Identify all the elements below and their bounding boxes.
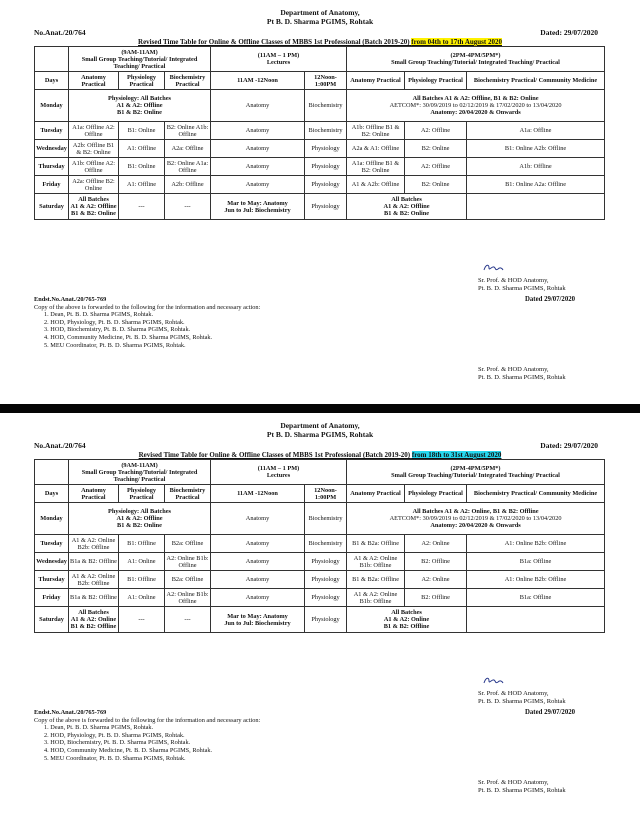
table-row <box>35 589 605 607</box>
copy-note: Copy of the above is forwarded to the following for the information and necessary action: <box>34 303 261 311</box>
signature-mark <box>482 675 504 687</box>
cell-anatomy: B1a & B2: Offline <box>69 553 119 571</box>
endorsement-block <box>34 709 260 762</box>
notice-date: Dated: 29/07/2020 <box>540 28 598 37</box>
day-cell: Thursday <box>35 571 69 589</box>
signatory-block <box>478 277 566 293</box>
cell-anatomy: A2b: Offline B1 & B2: Online <box>69 140 119 158</box>
cell-biochemistry: B2: Online A1b: Offline <box>165 122 211 140</box>
cell-physiology-pm: A2: Online <box>405 535 467 553</box>
day-cell: Tuesday <box>35 122 69 140</box>
saturday-anatomy: All Batches A1 & A2: Offline B1 & B2: Online <box>69 194 119 220</box>
cell-lecture-2: Physiology <box>305 589 347 607</box>
signatory-title: Sr. Prof. & HOD Anatomy, <box>478 779 549 786</box>
notice-1 <box>0 0 640 404</box>
cell-physiology: A1: Online <box>119 589 165 607</box>
page-divider <box>0 404 640 413</box>
endorsement-date: Dated 29/07/2020 <box>525 296 576 303</box>
cell-biochemistry: B2: Online A1a: Offline <box>165 158 211 176</box>
timetable <box>34 46 605 220</box>
monday-morning: Physiology: All Batches A1 & A2: Offline B1 & B2: Online <box>69 503 211 535</box>
cell-biochemistry: B2a: Offline <box>165 535 211 553</box>
saturday-afternoon: All Batches A1 & A2: Online B1 & B2: Offline <box>347 607 467 633</box>
saturday-afternoon: All Batches A1 & A2: Offline B1 & B2: Online <box>347 194 467 220</box>
header-biochemistry-practical: Biochemistry Practical <box>165 72 211 90</box>
endorsement-block <box>34 296 260 349</box>
title-date-range: from 18th to 31st August 2020 <box>411 451 502 459</box>
cell-anatomy-pm: B1 & B2a: Offline <box>347 535 405 553</box>
column-header-row <box>35 485 605 503</box>
cell-lecture-1: Anatomy <box>211 158 305 176</box>
cell-lecture-2: Biochemistry <box>305 122 347 140</box>
monday-row <box>35 90 605 122</box>
signatory-title: Sr. Prof. & HOD Anatomy, <box>478 366 549 373</box>
recipient-item: 4. HOD, Community Medicine, Pt. B. D. Sharma PGIMS, Rohtak. <box>44 746 213 754</box>
header-anatomy-practical-pm: Anatomy Practical <box>347 485 405 503</box>
recipient-item: 3. HOD, Biochemistry, Pt. B. D. Sharma PGIMS, Rohtak. <box>44 739 191 747</box>
day-cell: Friday <box>35 176 69 194</box>
recipient-item: 1. Dean, Pt. B. D. Sharma PGIMS, Rohtak. <box>44 724 154 732</box>
day-cell: Tuesday <box>35 535 69 553</box>
signatory-institute: Pt. B. D. Sharma PGIMS, Rohtak <box>478 698 566 705</box>
cell-anatomy-pm: A2a & A1: Offline <box>347 140 405 158</box>
morning-slot-header: (9AM-11AM) Small Group Teaching/Tutorial/ Integrated Teaching/ Practical <box>69 460 211 485</box>
signatory-institute: Pt. B. D. Sharma PGIMS, Rohtak <box>478 374 566 381</box>
blank-cell <box>35 47 69 72</box>
cell-biochemistry-pm: A1: Online B2b: Offline <box>467 535 605 553</box>
signatory-block <box>478 690 566 706</box>
day-cell: Monday <box>35 90 69 122</box>
cell-anatomy-pm: B1 & B2a: Offline <box>347 571 405 589</box>
header-11am: 11AM -12Noon <box>211 485 305 503</box>
monday-afternoon: All Batches A1 & A2: Offline, B1 & B2: Online AETCOM*: 30/09/2019 to 02/12/2019 & 17/02/2020 to 13/04/2020 Anatomy: 20/04/2020 & Onwards <box>347 90 605 122</box>
cell-biochemistry-pm: B1: Online A2a: Offline <box>467 176 605 194</box>
saturday-row <box>35 607 605 633</box>
cell-biochemistry: A2a: Offline <box>165 140 211 158</box>
cell-biochemistry-pm: B1a: Offline <box>467 553 605 571</box>
cell-physiology-pm: B2: Online <box>405 176 467 194</box>
cell-anatomy: A1a: Offline A2: Offline <box>69 122 119 140</box>
title-date-range: from 04th to 17th August 2020 <box>411 38 502 46</box>
cell-lecture-1: Anatomy <box>211 140 305 158</box>
notice-number: No.Anat./20/764 <box>34 441 86 450</box>
cell-biochemistry: A2b: Offline <box>165 176 211 194</box>
lecture-slot-header: (11AM – 1 PM) Lectures <box>211 460 347 485</box>
notice-title <box>0 451 640 459</box>
saturday-lecture-2: Physiology <box>305 607 347 633</box>
table-row <box>35 158 605 176</box>
header-11am: 11AM -12Noon <box>211 72 305 90</box>
cell-physiology: A1: Online <box>119 553 165 571</box>
lecture-slot-header: (11AM – 1 PM) Lectures <box>211 47 347 72</box>
saturday-lecture-1: Mar to May: Anatomy Jun to Jul: Biochemistry <box>211 607 305 633</box>
timeslot-header-row <box>35 47 605 72</box>
saturday-biochemistry: --- <box>165 607 211 633</box>
recipient-item: 1. Dean, Pt. B. D. Sharma PGIMS, Rohtak. <box>44 311 154 319</box>
recipient-item: 5. MEU Coordinator, Pt. B. D. Sharma PGIMS, Rohtak. <box>44 341 186 349</box>
recipient-item: 2. HOD, Physiology, Pt. B. D. Sharma PGIMS, Rohtak. <box>44 731 185 739</box>
header-days: Days <box>35 72 69 90</box>
recipient-item: 3. HOD, Biochemistry, Pt. B. D. Sharma PGIMS, Rohtak. <box>44 326 191 334</box>
recipient-item: 5. MEU Coordinator, Pt. B. D. Sharma PGIMS, Rohtak. <box>44 754 186 762</box>
signatory-title: Sr. Prof. & HOD Anatomy, <box>478 690 549 697</box>
cell-lecture-2: Physiology <box>305 553 347 571</box>
cell-lecture-2: Physiology <box>305 571 347 589</box>
morning-slot-header: (9AM-11AM) Small Group Teaching/Tutorial/ Integrated Teaching/ Practical <box>69 47 211 72</box>
table-row <box>35 553 605 571</box>
cell-biochemistry: A2: Online B1b: Offline <box>165 553 211 571</box>
cell-biochemistry-pm: A1b: Offline <box>467 158 605 176</box>
cell-physiology-pm: B2: Online <box>405 140 467 158</box>
cell-anatomy: A1b: Offline A2: Offline <box>69 158 119 176</box>
department-name: Department of Anatomy, <box>280 421 360 430</box>
cell-physiology-pm: A2: Online <box>405 571 467 589</box>
copy-note: Copy of the above is forwarded to the following for the information and necessary action: <box>34 716 261 724</box>
cell-physiology: B1: Offline <box>119 571 165 589</box>
day-cell: Wednesday <box>35 553 69 571</box>
signatory-block-footer <box>478 779 566 795</box>
day-cell: Thursday <box>35 158 69 176</box>
header-biochemistry-practical: Biochemistry Practical <box>165 485 211 503</box>
signatory-institute: Pt. B. D. Sharma PGIMS, Rohtak <box>478 285 566 292</box>
cell-anatomy-pm: A1 & A2: Online B1b: Offline <box>347 589 405 607</box>
cell-lecture-2: Physiology <box>305 140 347 158</box>
signatory-block-footer <box>478 366 566 382</box>
cell-anatomy: B1a & B2: Offline <box>69 589 119 607</box>
title-text: Revised Time Table for Online & Offline Classes of MBBS 1st Professional (Batch 2019-20) <box>138 38 410 46</box>
cell-anatomy-pm: A1a: Offline B1 & B2: Online <box>347 158 405 176</box>
cell-anatomy: A2a: Offline B2: Online <box>69 176 119 194</box>
monday-morning: Physiology: All Batches A1 & A2: Offline B1 & B2: Online <box>69 90 211 122</box>
cell-lecture-1: Anatomy <box>211 571 305 589</box>
recipient-item: 2. HOD, Physiology, Pt. B. D. Sharma PGIMS, Rohtak. <box>44 318 185 326</box>
header-anatomy-practical: Anatomy Practical <box>69 485 119 503</box>
header-biochemistry-community: Biochemistry Practical/ Community Medicine <box>467 485 605 503</box>
header-physiology-practical-pm: Physiology Practical <box>405 72 467 90</box>
timeslot-header-row <box>35 460 605 485</box>
cell-lecture-2: Biochemistry <box>305 535 347 553</box>
afternoon-slot-header: (2PM-4PM/5PM*) Small Group Teaching/Tutorial/ Integrated Teaching/ Practical <box>347 47 605 72</box>
endorsement-date: Dated 29/07/2020 <box>525 709 576 716</box>
day-cell: Saturday <box>35 194 69 220</box>
timetable <box>34 459 605 633</box>
title-text: Revised Time Table for Online & Offline Classes of MBBS 1st Professional (Batch 2019-20) <box>138 451 411 459</box>
monday-lecture-2: Biochemistry <box>305 90 347 122</box>
saturday-biochemistry: --- <box>165 194 211 220</box>
cell-lecture-2: Physiology <box>305 176 347 194</box>
recipient-item: 4. HOD, Community Medicine, Pt. B. D. Sharma PGIMS, Rohtak. <box>44 333 213 341</box>
header-physiology-practical: Physiology Practical <box>119 72 165 90</box>
saturday-physiology: --- <box>119 194 165 220</box>
header-12noon: 12Noon-1:00PM <box>305 485 347 503</box>
notice-2 <box>0 413 640 817</box>
cell-anatomy-pm: A1b: Offline B1 & B2: Online <box>347 122 405 140</box>
cell-physiology: B1: Online <box>119 122 165 140</box>
monday-lecture-1: Anatomy <box>211 90 305 122</box>
cell-lecture-1: Anatomy <box>211 122 305 140</box>
table-row <box>35 140 605 158</box>
blank-cell <box>467 607 605 633</box>
table-row <box>35 535 605 553</box>
endorsement-number: Endst.No.Anat./20/765-769 <box>34 296 107 303</box>
column-header-row <box>35 72 605 90</box>
signature-mark <box>482 262 504 274</box>
day-cell: Friday <box>35 589 69 607</box>
table-row <box>35 122 605 140</box>
cell-biochemistry-pm: A1a: Offline <box>467 122 605 140</box>
cell-biochemistry: B2a: Offline <box>165 571 211 589</box>
notice-date: Dated: 29/07/2020 <box>540 441 598 450</box>
monday-lecture-1: Anatomy <box>211 503 305 535</box>
cell-lecture-2: Physiology <box>305 158 347 176</box>
day-cell: Wednesday <box>35 140 69 158</box>
header-days: Days <box>35 485 69 503</box>
cell-biochemistry-pm: A1: Online B2b: Offline <box>467 571 605 589</box>
header-12noon: 12Noon-1:00PM <box>305 72 347 90</box>
saturday-lecture-1: Mar to May: Anatomy Jun to Jul: Biochemistry <box>211 194 305 220</box>
cell-lecture-1: Anatomy <box>211 553 305 571</box>
signatory-title: Sr. Prof. & HOD Anatomy, <box>478 277 549 284</box>
monday-lecture-2: Biochemistry <box>305 503 347 535</box>
afternoon-slot-header: (2PM-4PM/5PM*) Small Group Teaching/Tutorial/ Integrated Teaching/ Practical <box>347 460 605 485</box>
cell-anatomy-pm: A1 & A2b: Offline <box>347 176 405 194</box>
header-anatomy-practical-pm: Anatomy Practical <box>347 72 405 90</box>
header-physiology-practical-pm: Physiology Practical <box>405 485 467 503</box>
cell-physiology-pm: A2: Offline <box>405 122 467 140</box>
day-cell: Saturday <box>35 607 69 633</box>
cell-physiology-pm: B2: Offline <box>405 553 467 571</box>
table-row <box>35 176 605 194</box>
header-anatomy-practical: Anatomy Practical <box>69 72 119 90</box>
saturday-row <box>35 194 605 220</box>
notice-title <box>0 38 640 46</box>
monday-afternoon: All Batches A1 & A2: Online, B1 & B2: Offline AETCOM*: 30/09/2019 to 02/12/2019 & 17/02/2020 to 13/04/2020 Anatomy: 20/04/2020 & Onwards <box>347 503 605 535</box>
blank-cell <box>35 460 69 485</box>
cell-biochemistry-pm: B1: Online A2b: Offline <box>467 140 605 158</box>
day-cell: Monday <box>35 503 69 535</box>
notice-number: No.Anat./20/764 <box>34 28 86 37</box>
endorsement-number: Endst.No.Anat./20/765-769 <box>34 709 107 716</box>
cell-biochemistry: A2: Online B1b: Offline <box>165 589 211 607</box>
saturday-anatomy: All Batches A1 & A2: Online B1 & B2: Offline <box>69 607 119 633</box>
cell-lecture-1: Anatomy <box>211 176 305 194</box>
cell-lecture-1: Anatomy <box>211 535 305 553</box>
saturday-lecture-2: Physiology <box>305 194 347 220</box>
institute-name: Pt B. D. Sharma PGIMS, Rohtak <box>266 430 374 439</box>
table-row <box>35 571 605 589</box>
saturday-physiology: --- <box>119 607 165 633</box>
signatory-institute: Pt. B. D. Sharma PGIMS, Rohtak <box>478 787 566 794</box>
cell-anatomy: A1 & A2: Online B2b: Offline <box>69 571 119 589</box>
cell-physiology: A1: Offline <box>119 176 165 194</box>
institute-name: Pt B. D. Sharma PGIMS, Rohtak <box>266 17 374 26</box>
header-physiology-practical: Physiology Practical <box>119 485 165 503</box>
cell-physiology: A1: Offline <box>119 140 165 158</box>
cell-anatomy: A1 & A2: Online B2b: Offline <box>69 535 119 553</box>
cell-physiology: B1: Online <box>119 158 165 176</box>
cell-physiology-pm: A2: Offline <box>405 158 467 176</box>
cell-anatomy-pm: A1 & A2: Online B1b: Offline <box>347 553 405 571</box>
blank-cell <box>467 194 605 220</box>
cell-physiology-pm: B2: Offline <box>405 589 467 607</box>
department-name: Department of Anatomy, <box>280 8 360 17</box>
monday-row <box>35 503 605 535</box>
cell-physiology: B1: Offline <box>119 535 165 553</box>
cell-lecture-1: Anatomy <box>211 589 305 607</box>
cell-biochemistry-pm: B1a: Offline <box>467 589 605 607</box>
header-biochemistry-community: Biochemistry Practical/ Community Medicine <box>467 72 605 90</box>
